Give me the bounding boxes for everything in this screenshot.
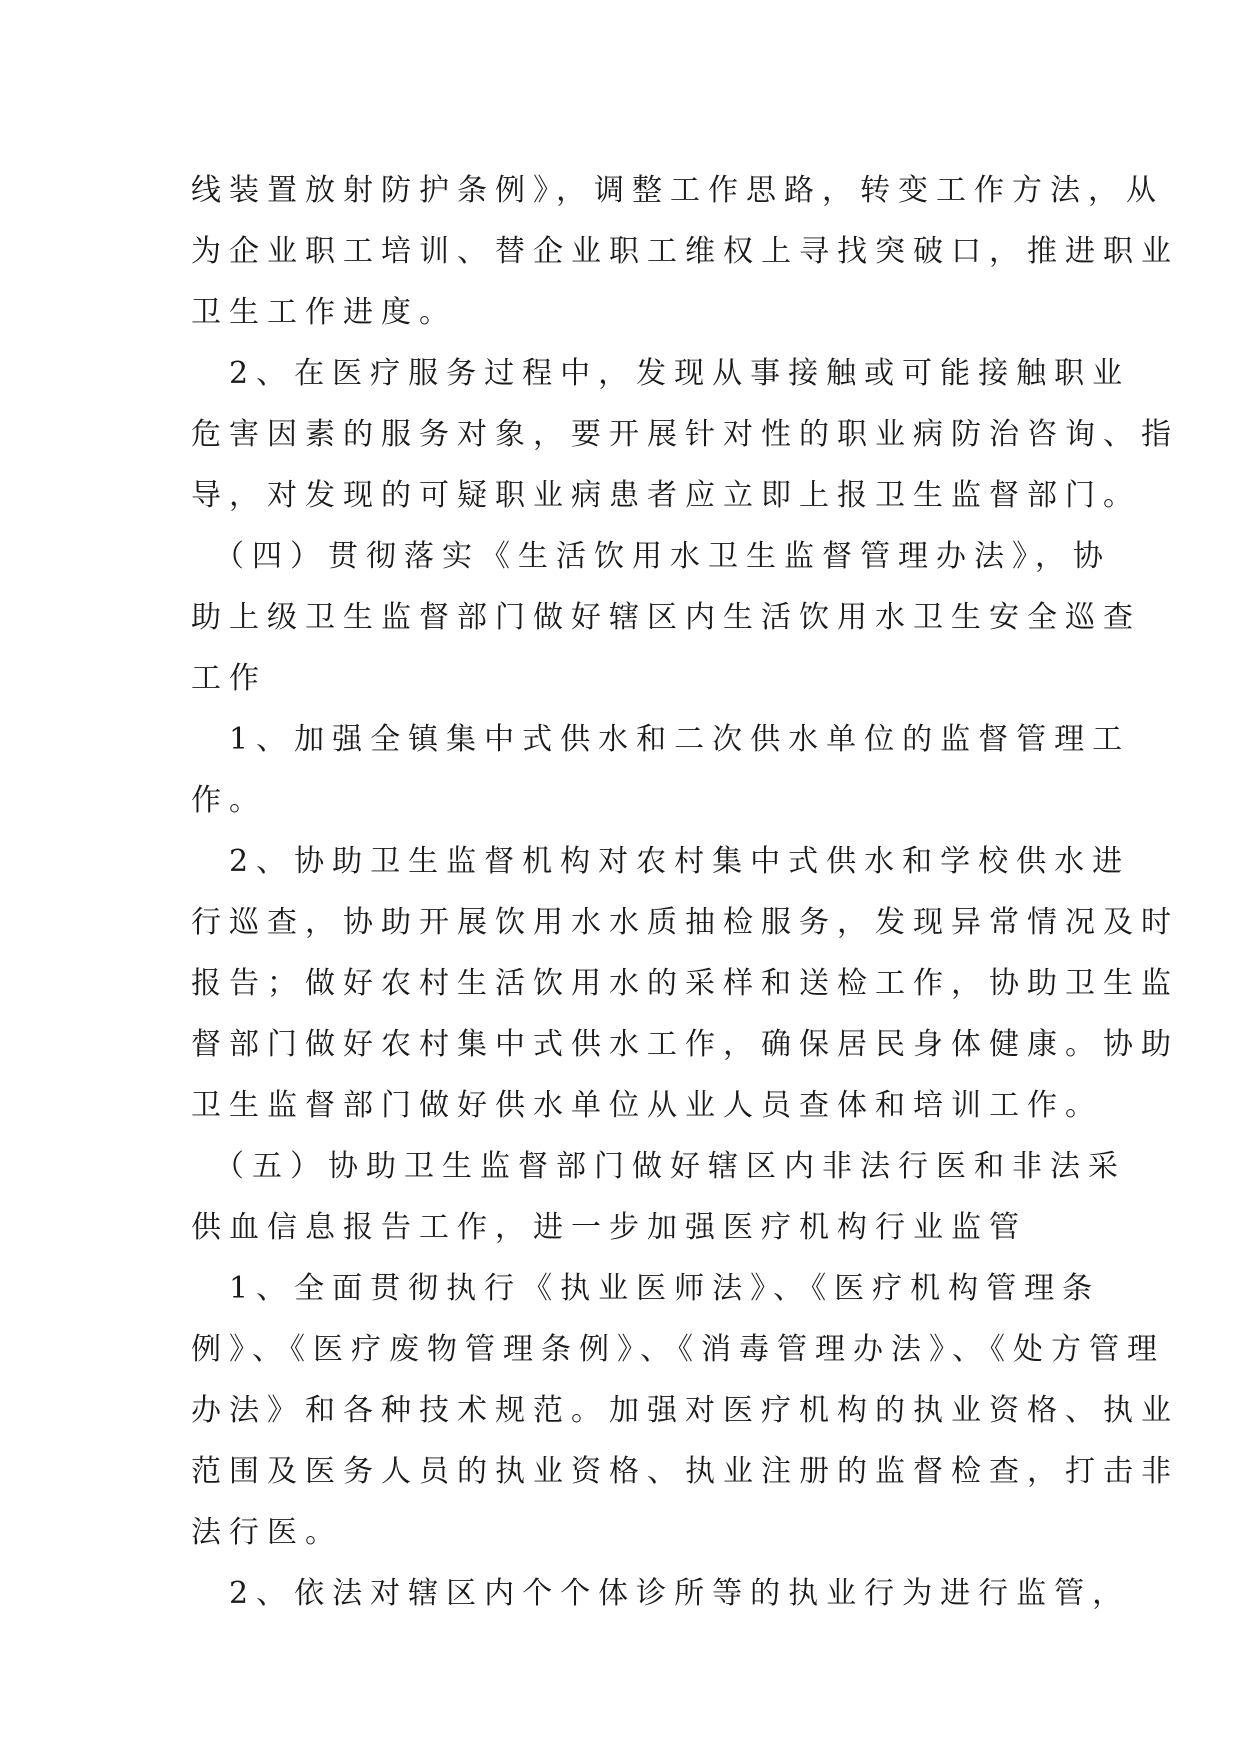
- paragraph: [191, 1136, 1126, 1258]
- text-line: 卫生工作进度。: [191, 295, 457, 330]
- text-line: （五）协助卫生监督部门做好辖区内非法行医和非法采: [191, 1149, 1126, 1184]
- text-line: 助上级卫生监督部门做好辖区内生活饮用水卫生安全巡查: [191, 600, 1141, 635]
- paragraph: [191, 709, 1131, 831]
- text-line: 范围及医务人员的执业资格、执业注册的监督检查，打击非: [191, 1454, 1179, 1489]
- paragraph: [191, 343, 1179, 526]
- text-line: 例》、《医疗废物管理条例》、《消毒管理办法》、《处方管理: [191, 1332, 1165, 1367]
- paragraph: [191, 526, 1141, 709]
- text-line: 卫生监督部门做好供水单位从业人员查体和培训工作。: [191, 1088, 1103, 1123]
- text-line: 行巡查，协助开展饮用水水质抽检服务，发现异常情况及时: [191, 905, 1179, 940]
- text-line: （四）贯彻落实《生活饮用水卫生监督管理办法》，协: [191, 539, 1111, 574]
- paragraph: [191, 831, 1179, 1136]
- text-line: 报告；做好农村生活饮用水的采样和送检工作，协助卫生监: [191, 966, 1179, 1001]
- text-line: 督部门做好农村集中式供水工作，确保居民身体健康。协助: [191, 1027, 1179, 1062]
- text-line: 危害因素的服务对象，要开展针对性的职业病防治咨询、指: [191, 417, 1179, 452]
- text-line: 2、在医疗服务过程中，发现从事接触或可能接触职业: [191, 356, 1131, 391]
- text-line: 办法》和各种技术规范。加强对医疗机构的执业资格、执业: [191, 1393, 1179, 1428]
- text-line: 工作: [191, 661, 267, 696]
- text-line: 供血信息报告工作，进一步加强医疗机构行业监管: [191, 1210, 1027, 1245]
- text-line: 导，对发现的可疑职业病患者应立即上报卫生监督部门。: [191, 478, 1141, 513]
- text-line: 1、全面贯彻执行《执业医师法》、《医疗机构管理条: [191, 1271, 1101, 1306]
- text-line: 2、依法对辖区内个个体诊所等的执业行为进行监管，: [191, 1576, 1131, 1611]
- document-body: [191, 160, 1179, 1624]
- text-line: 1、加强全镇集中式供水和二次供水单位的监督管理工: [191, 722, 1131, 757]
- paragraph: [191, 160, 1179, 343]
- text-line: 线装置放射防护条例》，调整工作思路，转变工作方法，从: [191, 173, 1164, 208]
- paragraph: [191, 1563, 1131, 1624]
- text-line: 2、协助卫生监督机构对农村集中式供水和学校供水进: [191, 844, 1131, 879]
- text-line: 为企业职工培训、替企业职工维权上寻找突破口，推进职业: [191, 234, 1179, 269]
- text-line: 作。: [191, 783, 267, 818]
- paragraph: [191, 1258, 1179, 1563]
- text-line: 法行医。: [191, 1515, 343, 1550]
